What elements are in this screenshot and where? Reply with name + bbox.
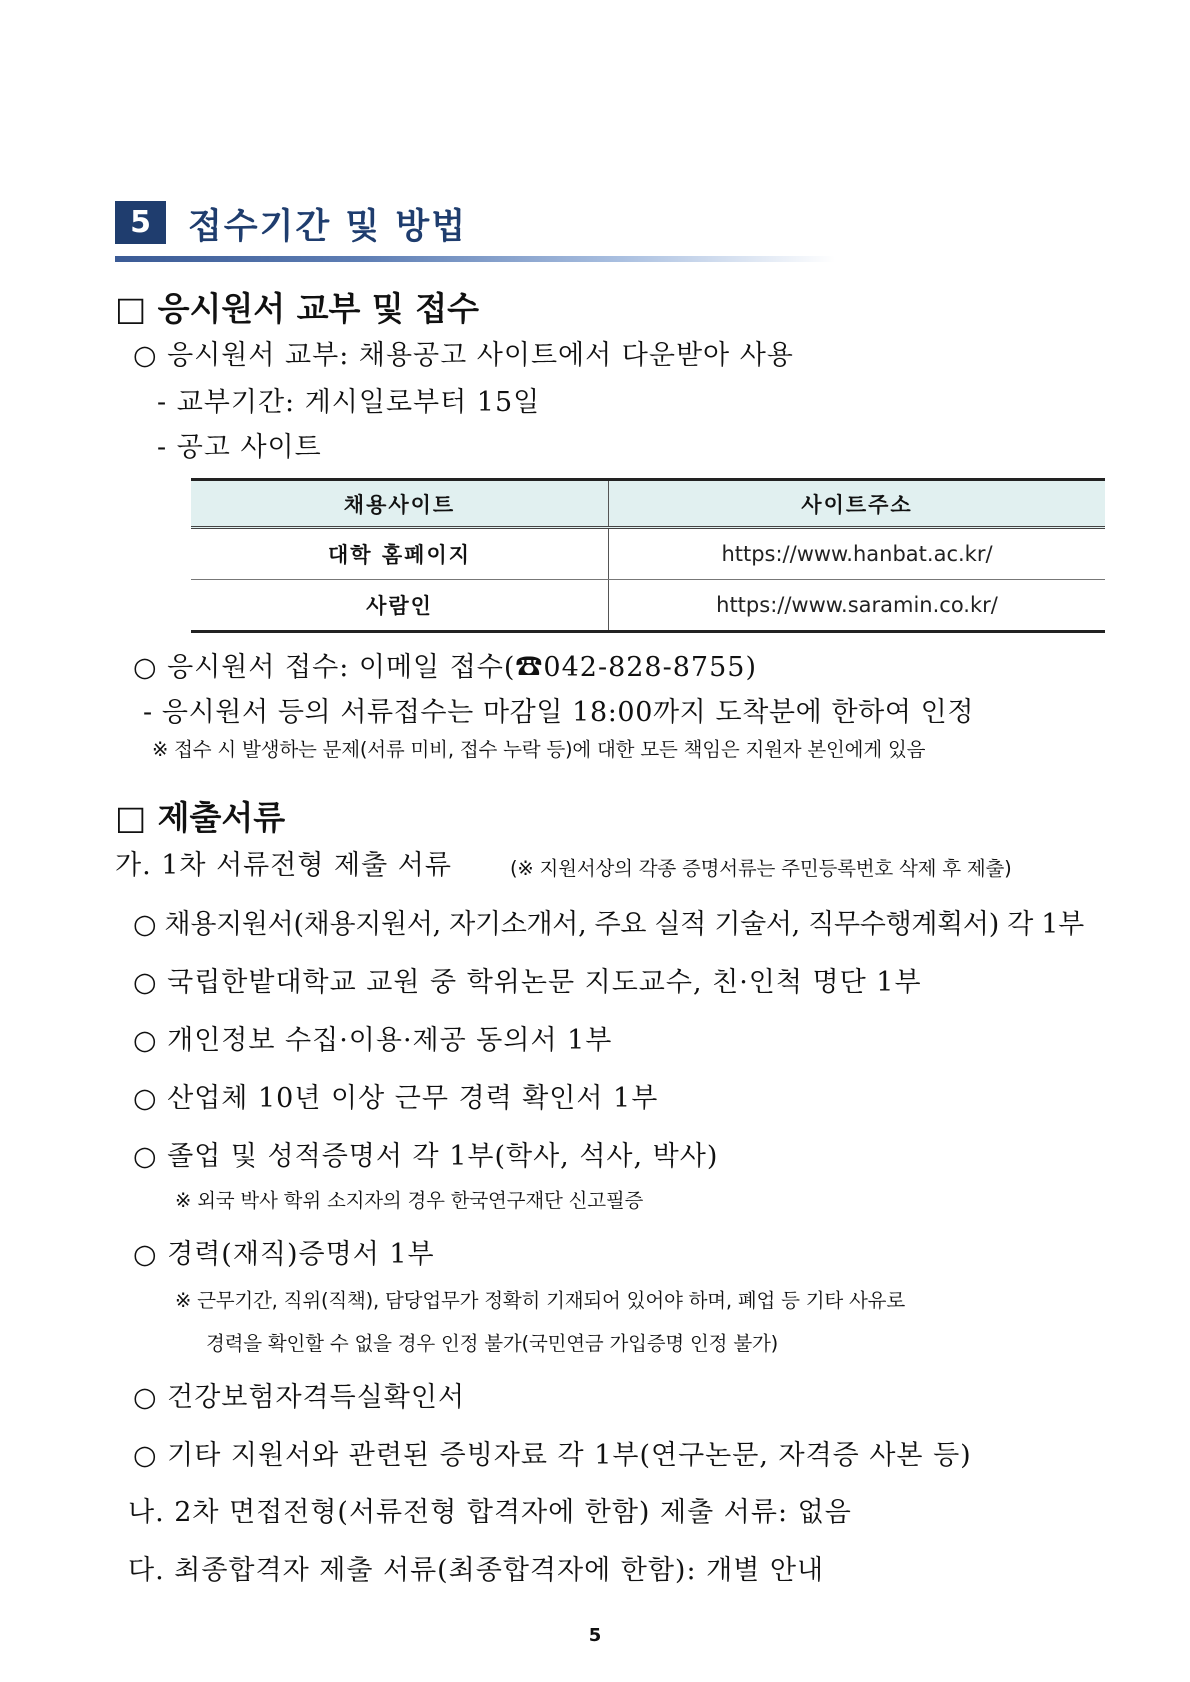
da-final-docs: 다. 최종합격자 제출 서류(최종합격자에 한함): 개별 안내 (128, 1555, 825, 1586)
table-cell-site: 대학 홈페이지 (191, 528, 609, 580)
list-item: ○ 국립한밭대학교 교원 중 학위논문 지도교수, 친·인척 명단 1부 (133, 967, 922, 998)
page-number: 5 (588, 1625, 602, 1646)
table-row (191, 528, 1105, 580)
ga-note: (※ 지원서상의 각종 증명서류는 주민등록번호 삭제 후 제출) (510, 857, 1012, 880)
line-receipt: ○ 응시원서 접수: 이메일 접수(☎042-828-8755) (133, 652, 757, 683)
table-header-row (191, 480, 1105, 528)
table-cell-url: https://www.saramin.co.kr/ (609, 580, 1106, 632)
list-item: ○ 건강보험자격득실확인서 (133, 1382, 466, 1413)
heading-application-issue: □ 응시원서 교부 및 접수 (115, 289, 480, 328)
list-item: ○ 기타 지원서와 관련된 증빙자료 각 1부(연구논문, 자격증 사본 등) (133, 1440, 972, 1471)
list-item: ○ 경력(재직)증명서 1부 (133, 1239, 435, 1270)
section-title: 접수기간 및 방법 (188, 207, 468, 247)
na-interview-docs: 나. 2차 면접전형(서류전형 합격자에 한함) 제출 서류: 없음 (128, 1497, 852, 1528)
table-row (191, 580, 1105, 632)
line-issue-period: - 교부기간: 게시일로부터 15일 (157, 387, 541, 418)
note-foreign-degree: ※ 외국 박사 학위 소지자의 경우 한국연구재단 신고필증 (175, 1189, 644, 1212)
list-item: ○ 산업체 10년 이상 근무 경력 확인서 1부 (133, 1083, 659, 1114)
table-header-address: 사이트주소 (609, 480, 1106, 528)
line-posting-sites: - 공고 사이트 (157, 432, 322, 463)
note-career-line1: ※ 근무기간, 직위(직책), 담당업무가 정확히 기재되어 있어야 하며, 폐업 등 기타 사유로 (175, 1289, 905, 1312)
posting-sites-table (191, 478, 1105, 633)
section-underline (115, 256, 835, 262)
line-issue: ○ 응시원서 교부: 채용공고 사이트에서 다운받아 사용 (133, 340, 794, 371)
table-header-site: 채용사이트 (191, 480, 609, 528)
table-cell-url: https://www.hanbat.ac.kr/ (609, 528, 1106, 580)
table-cell-site: 사람인 (191, 580, 609, 632)
note-responsibility: ※ 접수 시 발생하는 문제(서류 미비, 접수 누락 등)에 대한 모든 책임은 지원자 본인에게 있음 (152, 738, 926, 761)
list-item: ○ 졸업 및 성적증명서 각 1부(학사, 석사, 박사) (133, 1141, 719, 1172)
list-item: ○ 개인정보 수집·이용·제공 동의서 1부 (133, 1025, 613, 1056)
line-deadline: - 응시원서 등의 서류접수는 마감일 18:00까지 도착분에 한하여 인정 (143, 697, 975, 728)
heading-documents: □ 제출서류 (115, 798, 286, 837)
section-number-badge: 5 (115, 201, 166, 244)
ga-title: 가. 1차 서류전형 제출 서류 (115, 850, 452, 881)
note-career-line2: 경력을 확인할 수 없을 경우 인정 불가(국민연금 가입증명 인정 불가) (206, 1332, 779, 1355)
list-item: ○ 채용지원서(채용지원서, 자기소개서, 주요 실적 기술서, 직무수행계획서) 각 1부 (133, 909, 1084, 940)
